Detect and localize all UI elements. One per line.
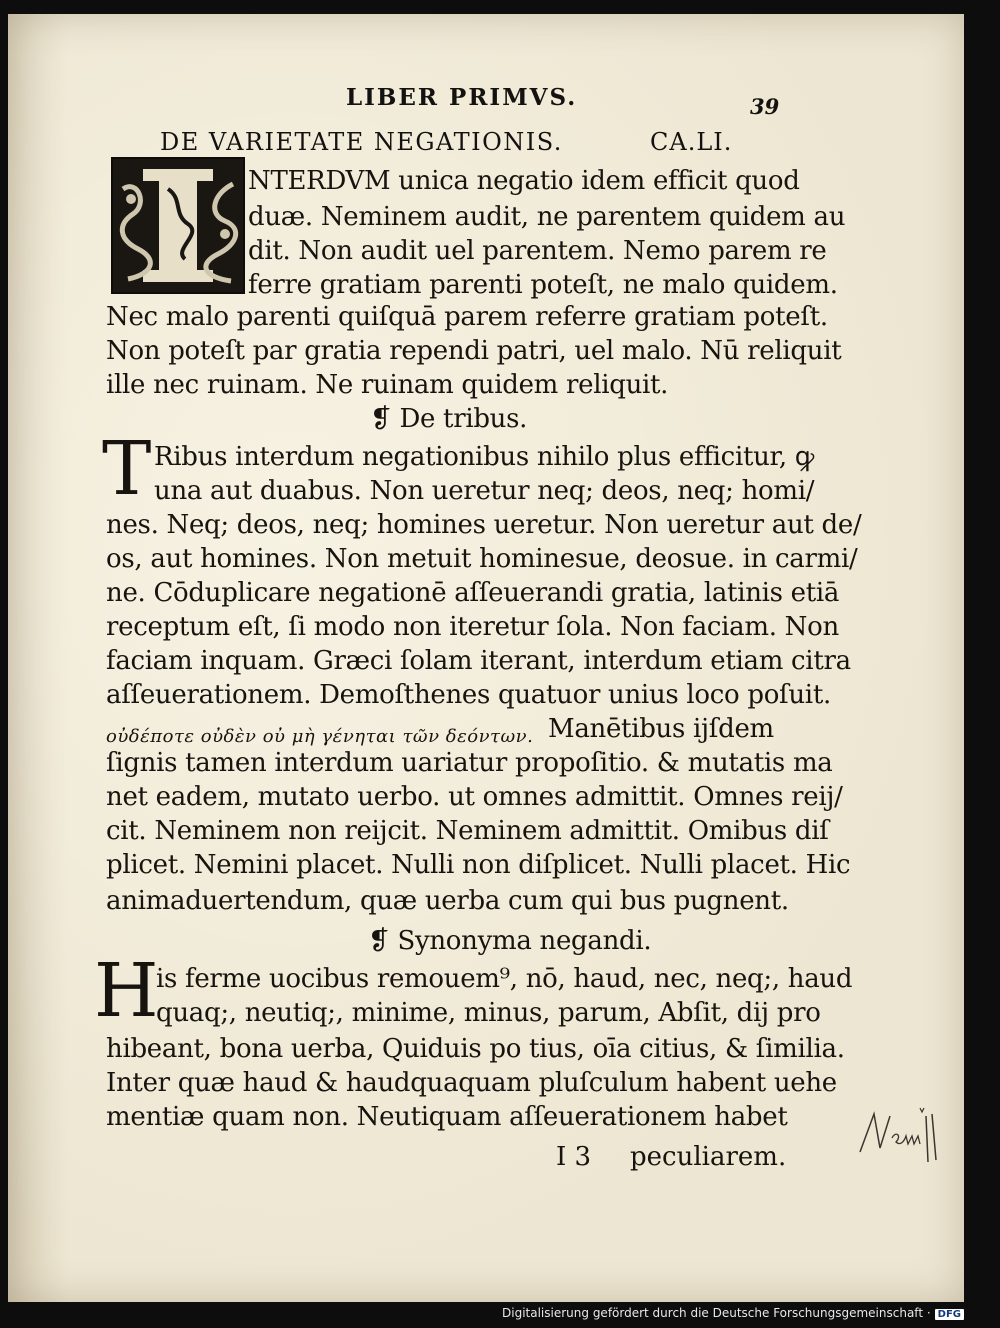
credit-text: Digitalisierung gefördert durch die Deutsche Forschungsgemeinschaft · bbox=[502, 1306, 931, 1320]
text-line: mentiæ quam non. Neutiquam aſſeuerationem habet bbox=[106, 1102, 788, 1132]
text-line: Inter quæ haud & haudquaquam pluſculum habent uehe bbox=[106, 1068, 837, 1098]
text-line: animaduertendum, quæ uerba cum qui bus pugnent. bbox=[106, 886, 789, 916]
text-line: os, aut homines. Non metuit hominesue, deosue. in carmi/ bbox=[106, 544, 858, 574]
text-line: nes. Neq; deos, neq; homines ueretur. Non ueretur aut de/ bbox=[106, 510, 862, 540]
text-line: quaq;, neutiq;, minime, minus, parum, Abſit, dij pro bbox=[156, 998, 821, 1028]
text-line: Ribus interdum negationibus nihilo plus efficitur, ꝙ bbox=[154, 442, 814, 472]
text-line: net eadem, mutato uerbo. ut omnes admittit. Omnes reij/ bbox=[106, 782, 843, 812]
decorated-initial-icon bbox=[111, 157, 245, 294]
text-line: NTERDVM unica negatio idem efficit quod bbox=[248, 166, 800, 196]
folio-number: 39 bbox=[750, 94, 780, 119]
text-line: Non poteſt par gratia rependi patri, uel malo. Nū reliquit bbox=[106, 336, 842, 366]
text-line: Nec malo parenti quiſquā parem referre gratiam poteſt. bbox=[106, 302, 828, 332]
text-line: faciam inquam. Græci ſolam iterant, interdum etiam citra bbox=[106, 646, 851, 676]
signature-mark: I 3 bbox=[556, 1142, 592, 1172]
section-heading: ❡ De tribus. bbox=[370, 404, 528, 434]
text-line: una aut duabus. Non ueretur neq; deos, neq; homi/ bbox=[154, 476, 815, 506]
book-page bbox=[8, 14, 964, 1302]
text-line: Manētibus ijſdem bbox=[548, 714, 774, 744]
text-line: hibeant, bona uerba, Quiduis po tius, oīa citius, & ſimilia. bbox=[106, 1034, 845, 1064]
text-line: ille nec ruinam. Ne ruinam quidem reliquit. bbox=[106, 370, 669, 400]
text-line: dit. Non audit uel parentem. Nemo parem re bbox=[248, 236, 827, 266]
digitization-credit bbox=[502, 1306, 964, 1320]
chapter-title: DE VARIETATE NEGATIONIS. bbox=[160, 128, 563, 156]
initial-letter: H bbox=[94, 948, 159, 1034]
section-heading: ❡ Synonyma negandi. bbox=[368, 926, 652, 956]
dfg-logo: DFG bbox=[935, 1309, 964, 1320]
text-line: ne. Cōduplicare negationē aſſeuerandi gratia, latinis etiā bbox=[106, 578, 840, 608]
text-line: receptum eſt, ſi modo non iteretur ſola. Non faciam. Non bbox=[106, 612, 839, 642]
chapter-number: CA.LI. bbox=[650, 128, 733, 156]
running-head: LIBER PRIMVS. bbox=[346, 84, 578, 111]
initial-letter: T bbox=[102, 426, 152, 512]
text-line: duæ. Neminem audit, ne parentem quidem au bbox=[248, 202, 846, 232]
text-line: is ferme uocibus remouem⁹, nō, haud, nec, neq;, haud bbox=[156, 964, 853, 994]
text-line: cit. Neminem non reijcit. Neminem admittit. Omibus diſ bbox=[106, 816, 829, 846]
text-line: ſignis tamen interdum uariatur propoſitio. & mutatis ma bbox=[106, 748, 833, 778]
catchword: peculiarem. bbox=[630, 1142, 787, 1172]
greek-quote: οὐδέποτε οὐδὲν οὐ μὴ γένηται τῶν δεόντων. bbox=[106, 726, 534, 747]
text-line: plicet. Nemini placet. Nulli non diſplicet. Nulli placet. Hic bbox=[106, 850, 851, 880]
text-line: ferre gratiam parenti poteſt, ne malo quidem. bbox=[248, 270, 838, 300]
text-line: aſſeuerationem. Demoſthenes quatuor unius loco poſuit. bbox=[106, 680, 831, 710]
handwritten-marginalia-icon bbox=[856, 1102, 956, 1172]
